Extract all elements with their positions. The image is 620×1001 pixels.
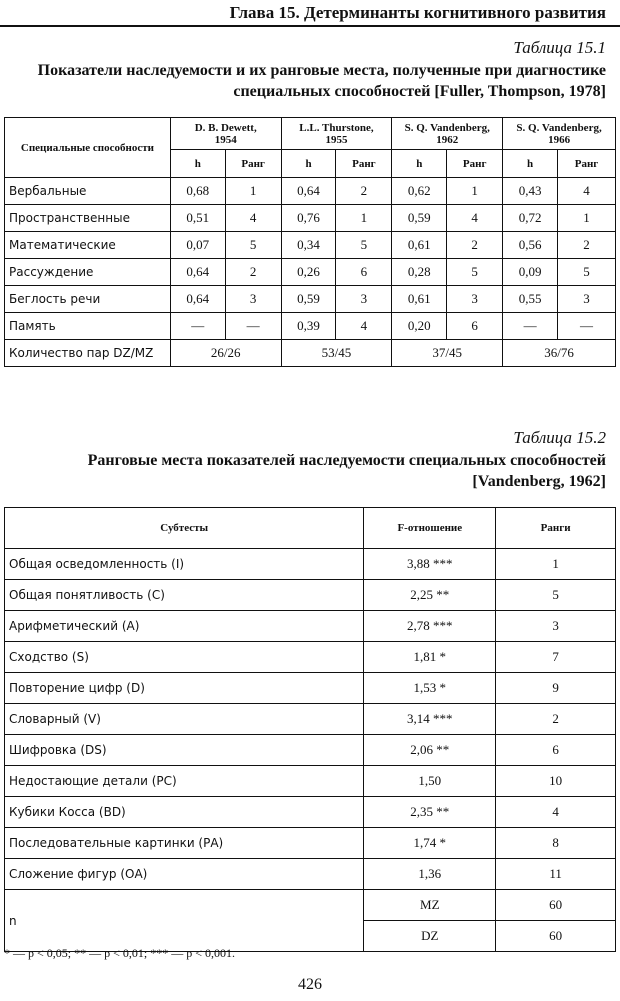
h-value: 0,34 bbox=[281, 232, 336, 259]
h-value: 0,72 bbox=[503, 205, 558, 232]
h-value: 0,62 bbox=[392, 178, 447, 205]
subtest-row bbox=[5, 735, 616, 766]
f-ratio-header: F-отношение bbox=[364, 508, 496, 549]
rank-value: 3 bbox=[225, 286, 281, 313]
f-ratio-value: 1,50 bbox=[364, 766, 496, 797]
subtest-row bbox=[5, 828, 616, 859]
study-header: S. Q. Vandenberg, 1966 bbox=[503, 118, 616, 150]
subtest-label: Повторение цифр (D) bbox=[5, 673, 364, 704]
table2-title-line2: [Vandenberg, 1962] bbox=[472, 473, 606, 490]
row-header-cell: Специальные способности bbox=[5, 118, 171, 178]
subtest-label: Шифровка (DS) bbox=[5, 735, 364, 766]
study-header: L.L. Thurstone, 1955 bbox=[281, 118, 392, 150]
rank-value: 10 bbox=[496, 766, 616, 797]
rank-value: 5 bbox=[496, 580, 616, 611]
rank-value: 1 bbox=[447, 178, 503, 205]
rank-value: 1 bbox=[225, 178, 281, 205]
h-value: 0,39 bbox=[281, 313, 336, 340]
subtest-row bbox=[5, 797, 616, 828]
rank-value: 2 bbox=[336, 178, 392, 205]
f-ratio-value: 2,35 ** bbox=[364, 797, 496, 828]
rank-value: 4 bbox=[336, 313, 392, 340]
f-ratio-value: 1,53 * bbox=[364, 673, 496, 704]
subtest-row bbox=[5, 766, 616, 797]
h-value: 0,07 bbox=[170, 232, 225, 259]
pairs-value: 53/45 bbox=[281, 340, 392, 367]
table2-caption: Таблица 15.2 bbox=[513, 428, 606, 447]
h-value: 0,09 bbox=[503, 259, 558, 286]
h-header: h bbox=[392, 150, 447, 178]
f-ratio-value: 1,74 * bbox=[364, 828, 496, 859]
rank-value: 5 bbox=[558, 259, 616, 286]
ability-row bbox=[5, 205, 616, 232]
rank-value: 3 bbox=[558, 286, 616, 313]
rank-value: 11 bbox=[496, 859, 616, 890]
table1-title bbox=[38, 60, 606, 102]
rank-value: 7 bbox=[496, 642, 616, 673]
subtest-label: Словарный (V) bbox=[5, 704, 364, 735]
footnote: * — p < 0,05; ** — p < 0,01; *** — p < 0,001. bbox=[4, 946, 235, 960]
rank-value: 6 bbox=[447, 313, 503, 340]
subtest-label: Сходство (S) bbox=[5, 642, 364, 673]
ability-row bbox=[5, 313, 616, 340]
rank-value: 1 bbox=[558, 205, 616, 232]
subtest-label: Общая понятливость (С) bbox=[5, 580, 364, 611]
n-group-label: DZ bbox=[364, 921, 496, 952]
subtest-row bbox=[5, 580, 616, 611]
ability-row bbox=[5, 286, 616, 313]
rank-value: 3 bbox=[447, 286, 503, 313]
table-heritability-ranks bbox=[4, 117, 616, 367]
running-head: Глава 15. Детерминанты когнитивного развития bbox=[0, 0, 620, 27]
n-label: n bbox=[5, 890, 364, 952]
subtest-label: Кубики Косса (BD) bbox=[5, 797, 364, 828]
h-value: 0,64 bbox=[170, 286, 225, 313]
h-value: 0,26 bbox=[281, 259, 336, 286]
rank-value: — bbox=[558, 313, 616, 340]
rank-value: 3 bbox=[336, 286, 392, 313]
ability-label: Беглость речи bbox=[5, 286, 171, 313]
subtest-label: Арифметический (А) bbox=[5, 611, 364, 642]
rank-value: 9 bbox=[496, 673, 616, 704]
pairs-value: 36/76 bbox=[503, 340, 616, 367]
n-group-value: 60 bbox=[496, 921, 616, 952]
table-subtest-ranks bbox=[4, 507, 616, 952]
f-ratio-value: 2,06 ** bbox=[364, 735, 496, 766]
pairs-label: Количество пар DZ/MZ bbox=[5, 340, 171, 367]
table1-title-line1: Показатели наследуемости и их ранговые места, полученные при диагностике bbox=[37, 62, 606, 79]
h-value: 0,68 bbox=[170, 178, 225, 205]
table2-title-line1: Ранговые места показателей наследуемости специальных способностей bbox=[87, 452, 606, 469]
subtest-label: Общая осведомленность (I) bbox=[5, 549, 364, 580]
study-header: S. Q. Vandenberg, 1962 bbox=[392, 118, 503, 150]
rank-value: 4 bbox=[447, 205, 503, 232]
f-ratio-value: 2,78 *** bbox=[364, 611, 496, 642]
table1-title-line2: специальных способностей [Fuller, Thompson, 1978] bbox=[233, 83, 606, 100]
rank-value: 5 bbox=[336, 232, 392, 259]
rank-value: 8 bbox=[496, 828, 616, 859]
ability-label: Память bbox=[5, 313, 171, 340]
ability-label: Вербальные bbox=[5, 178, 171, 205]
subtest-row bbox=[5, 673, 616, 704]
rank-value: 4 bbox=[225, 205, 281, 232]
rank-value: 6 bbox=[496, 735, 616, 766]
h-value: 0,59 bbox=[392, 205, 447, 232]
subtests-header: Субтесты bbox=[5, 508, 364, 549]
rank-header: Ранг bbox=[447, 150, 503, 178]
h-value: 0,56 bbox=[503, 232, 558, 259]
rank-value: 2 bbox=[447, 232, 503, 259]
pairs-value: 26/26 bbox=[170, 340, 281, 367]
h-header: h bbox=[503, 150, 558, 178]
rank-value: 1 bbox=[336, 205, 392, 232]
f-ratio-value: 3,88 *** bbox=[364, 549, 496, 580]
h-value: 0,28 bbox=[392, 259, 447, 286]
ability-label: Рассуждение bbox=[5, 259, 171, 286]
subtest-row bbox=[5, 549, 616, 580]
pairs-row bbox=[5, 340, 616, 367]
h-header: h bbox=[281, 150, 336, 178]
subtest-label: Недостающие детали (PC) bbox=[5, 766, 364, 797]
subtest-row bbox=[5, 704, 616, 735]
h-value: 0,55 bbox=[503, 286, 558, 313]
rank-value: — bbox=[225, 313, 281, 340]
ability-label: Пространственные bbox=[5, 205, 171, 232]
subtest-label: Сложение фигур (ОА) bbox=[5, 859, 364, 890]
f-ratio-value: 1,36 bbox=[364, 859, 496, 890]
pairs-value: 37/45 bbox=[392, 340, 503, 367]
h-header: h bbox=[170, 150, 225, 178]
rank-value: 2 bbox=[225, 259, 281, 286]
rank-value: 5 bbox=[225, 232, 281, 259]
subtest-row bbox=[5, 859, 616, 890]
f-ratio-value: 3,14 *** bbox=[364, 704, 496, 735]
h-value: 0,43 bbox=[503, 178, 558, 205]
h-value: 0,76 bbox=[281, 205, 336, 232]
h-value: 0,59 bbox=[281, 286, 336, 313]
f-ratio-value: 1,81 * bbox=[364, 642, 496, 673]
n-group-label: MZ bbox=[364, 890, 496, 921]
study-header: D. B. Dewett, 1954 bbox=[170, 118, 281, 150]
h-value: — bbox=[503, 313, 558, 340]
subtest-row bbox=[5, 611, 616, 642]
n-row bbox=[5, 890, 616, 921]
rank-value: 4 bbox=[496, 797, 616, 828]
h-value: 0,64 bbox=[281, 178, 336, 205]
rank-value: 2 bbox=[558, 232, 616, 259]
h-value: 0,51 bbox=[170, 205, 225, 232]
rank-value: 5 bbox=[447, 259, 503, 286]
h-value: 0,61 bbox=[392, 232, 447, 259]
h-value: 0,64 bbox=[170, 259, 225, 286]
rank-value: 6 bbox=[336, 259, 392, 286]
ability-row bbox=[5, 232, 616, 259]
rank-value: 1 bbox=[496, 549, 616, 580]
subtest-label: Последовательные картинки (РА) bbox=[5, 828, 364, 859]
rank-value: 2 bbox=[496, 704, 616, 735]
rank-header: Ранг bbox=[225, 150, 281, 178]
ranks-header: Ранги bbox=[496, 508, 616, 549]
ability-row bbox=[5, 178, 616, 205]
subtest-row bbox=[5, 642, 616, 673]
table1-caption: Таблица 15.1 bbox=[513, 38, 606, 57]
table2-title bbox=[88, 450, 606, 492]
n-group-value: 60 bbox=[496, 890, 616, 921]
h-value: — bbox=[170, 313, 225, 340]
h-value: 0,61 bbox=[392, 286, 447, 313]
rank-value: 3 bbox=[496, 611, 616, 642]
ability-label: Математические bbox=[5, 232, 171, 259]
ability-row bbox=[5, 259, 616, 286]
rank-header: Ранг bbox=[336, 150, 392, 178]
page-number: 426 bbox=[298, 976, 322, 993]
f-ratio-value: 2,25 ** bbox=[364, 580, 496, 611]
rank-header: Ранг bbox=[558, 150, 616, 178]
h-value: 0,20 bbox=[392, 313, 447, 340]
rank-value: 4 bbox=[558, 178, 616, 205]
